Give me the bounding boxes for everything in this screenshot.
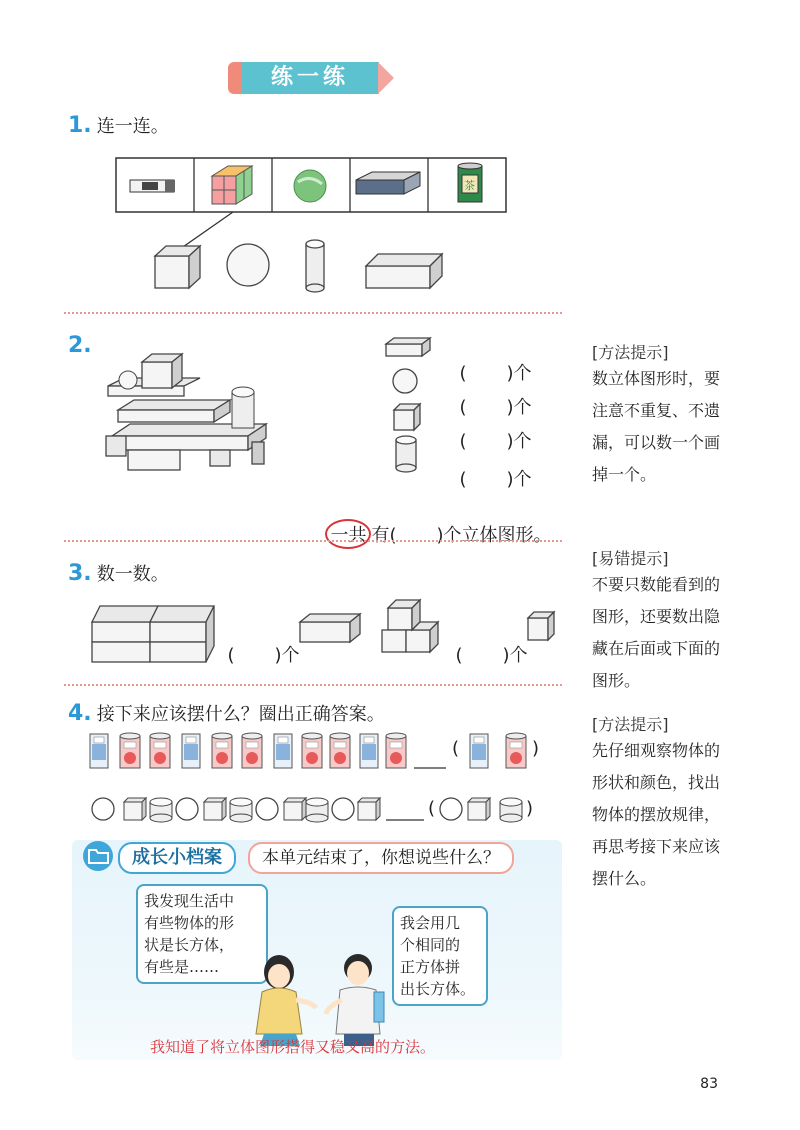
page-title: 练一练 <box>270 65 349 90</box>
hint-line: 摆什么。 <box>592 869 657 888</box>
growth-conclusion: 我知道了将立体图形搭得又稳又高的方法。 <box>150 1038 436 1056</box>
hint-title: [方法提示] <box>592 343 669 362</box>
hint-line: 掉一个。 <box>592 465 657 484</box>
unit-label: 个 <box>513 363 532 384</box>
hint-line: 数立体图形时，要 <box>592 369 721 388</box>
hint-line: 漏，可以数一个画 <box>592 433 721 452</box>
hint-line: 先仔细观察物体的 <box>592 741 721 760</box>
unit-label: 个 <box>513 431 532 452</box>
answer-blank[interactable]: ( ) <box>227 645 282 666</box>
answer-blank[interactable]: ( ) <box>459 397 514 418</box>
unit-label: 个 <box>281 645 300 666</box>
hint-line: 图形。 <box>592 671 641 690</box>
girl-figure <box>256 955 316 1046</box>
hint-title: [易错提示] <box>592 549 669 568</box>
unit-label: 个 <box>513 397 532 418</box>
question-number: 3. <box>68 561 92 586</box>
svg-text:茶: 茶 <box>464 179 475 192</box>
unit-label: 个 <box>509 645 528 666</box>
options-close-paren: ) <box>526 798 534 819</box>
hint-line: 图形，还要数出隐 <box>592 607 721 626</box>
hint-line: 物体的摆放规律， <box>592 805 721 824</box>
unit-label: 个 <box>513 469 532 490</box>
hint-line: 形状和颜色，找出 <box>592 773 721 792</box>
question-number: 2. <box>68 333 92 358</box>
growth-question: 本单元结束了，你想说些什么？ <box>248 842 514 874</box>
answer-blank[interactable]: ( ) <box>455 645 510 666</box>
total-rest-text[interactable]: 有( )个立体图形。 <box>371 525 552 546</box>
question-text: 接下来应该摆什么？圈出正确答案。 <box>96 704 385 725</box>
bubble-line: 正方体拼 <box>400 958 461 976</box>
bubble-line: 个相同的 <box>400 936 461 954</box>
answer-blank[interactable]: ( ) <box>459 363 514 384</box>
answer-blank[interactable]: ( ) <box>459 431 514 452</box>
options-close-paren: ) <box>532 738 540 759</box>
bubble-line: 状是长方体， <box>144 936 235 954</box>
question-number: 4. <box>68 701 92 726</box>
hint-line: 再思考接下来应该 <box>592 837 721 856</box>
bubble-line: 我会用几 <box>400 914 461 932</box>
options-open-paren: ( <box>452 738 460 759</box>
circled-total: 一共 <box>325 519 371 549</box>
boy-figure <box>326 954 384 1046</box>
bubble-line: 有些物体的形 <box>144 914 235 932</box>
question-number: 1. <box>68 113 92 138</box>
bubble-line: 有些是…… <box>144 958 220 976</box>
bubble-line: 我发现生活中 <box>144 892 235 910</box>
page-number: 83 <box>700 1076 718 1092</box>
growth-title: 成长小档案 <box>118 842 236 874</box>
bubble-line: 出长方体。 <box>400 980 476 998</box>
hint-title: [方法提示] <box>592 715 669 734</box>
hint-line: 注意不重复、不遗 <box>592 401 721 420</box>
question-text: 数一数。 <box>96 564 169 585</box>
hint-line: 不要只数能看到的 <box>592 575 721 594</box>
hint-line: 藏在后面或下面的 <box>592 639 721 658</box>
options-open-paren: ( <box>428 798 436 819</box>
answer-blank[interactable]: ( ) <box>459 469 514 490</box>
question-text: 连一连。 <box>96 116 169 137</box>
